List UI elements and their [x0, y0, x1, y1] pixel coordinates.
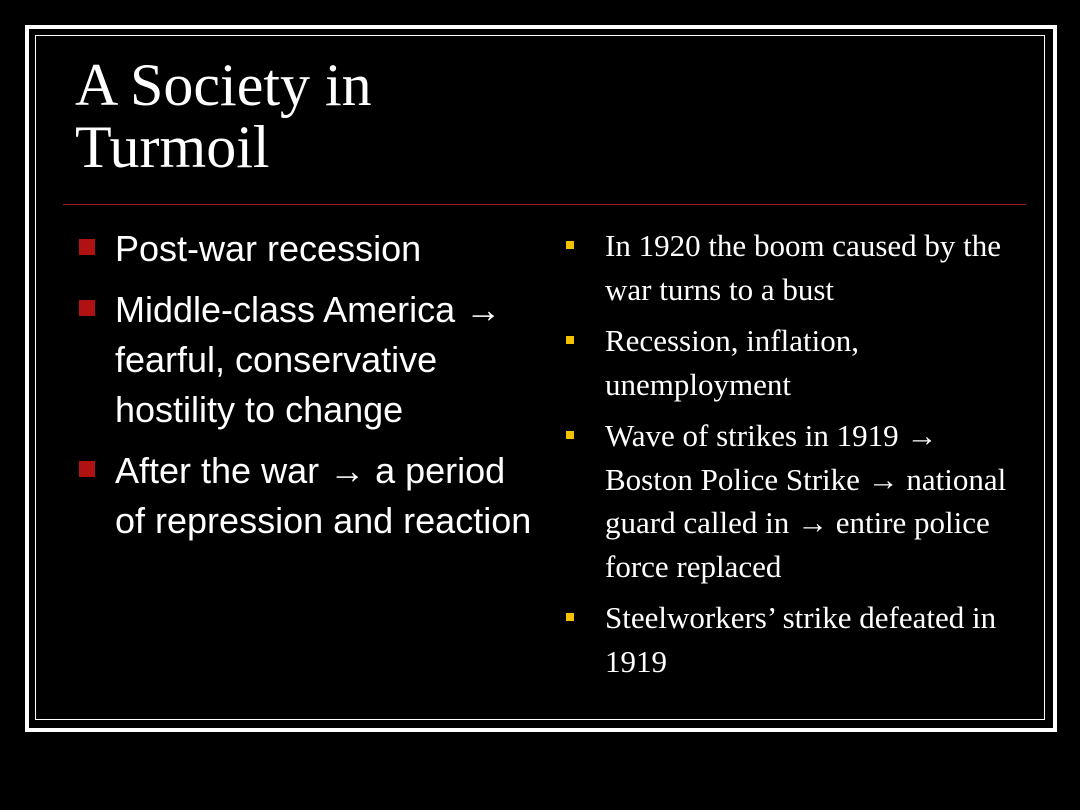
- right-list-item-text: In 1920 the boom caused by the war turns to a bust: [605, 228, 1002, 307]
- right-list-item: [562, 319, 1032, 406]
- right-list-item-text: Recession, inflation, unemployment: [605, 323, 859, 402]
- yellow-square-bullet-icon: [566, 613, 574, 621]
- left-list-item: [75, 224, 535, 274]
- right-list-item-text: Steelworkers’ strike defeated in 1919: [605, 600, 997, 679]
- slide-title: [75, 54, 675, 178]
- slide-title-line-2: Turmoil: [75, 114, 270, 180]
- right-list-item: [562, 596, 1032, 683]
- right-list-item-text: Wave of strikes in 1919 → Boston Police Strike → national guard called in → entire police force replaced: [605, 418, 1007, 584]
- red-square-bullet-icon: [79, 461, 95, 477]
- right-list-item: [562, 414, 1032, 588]
- right-list-item: [562, 224, 1032, 311]
- left-bullet-list: [75, 224, 535, 557]
- title-divider: [63, 204, 1026, 205]
- yellow-square-bullet-icon: [566, 336, 574, 344]
- right-bullet-list: [562, 224, 1032, 691]
- yellow-square-bullet-icon: [566, 241, 574, 249]
- yellow-square-bullet-icon: [566, 431, 574, 439]
- red-square-bullet-icon: [79, 300, 95, 316]
- left-list-item-text: Middle-class America → fearful, conservative hostility to change: [115, 289, 502, 430]
- left-list-item: [75, 446, 535, 546]
- left-list-item-text: Post-war recession: [115, 228, 422, 269]
- red-square-bullet-icon: [79, 239, 95, 255]
- slide-title-line-1: A Society in: [75, 52, 372, 118]
- left-list-item: [75, 285, 535, 435]
- left-list-item-text: After the war → a period of repression and reaction: [115, 450, 532, 541]
